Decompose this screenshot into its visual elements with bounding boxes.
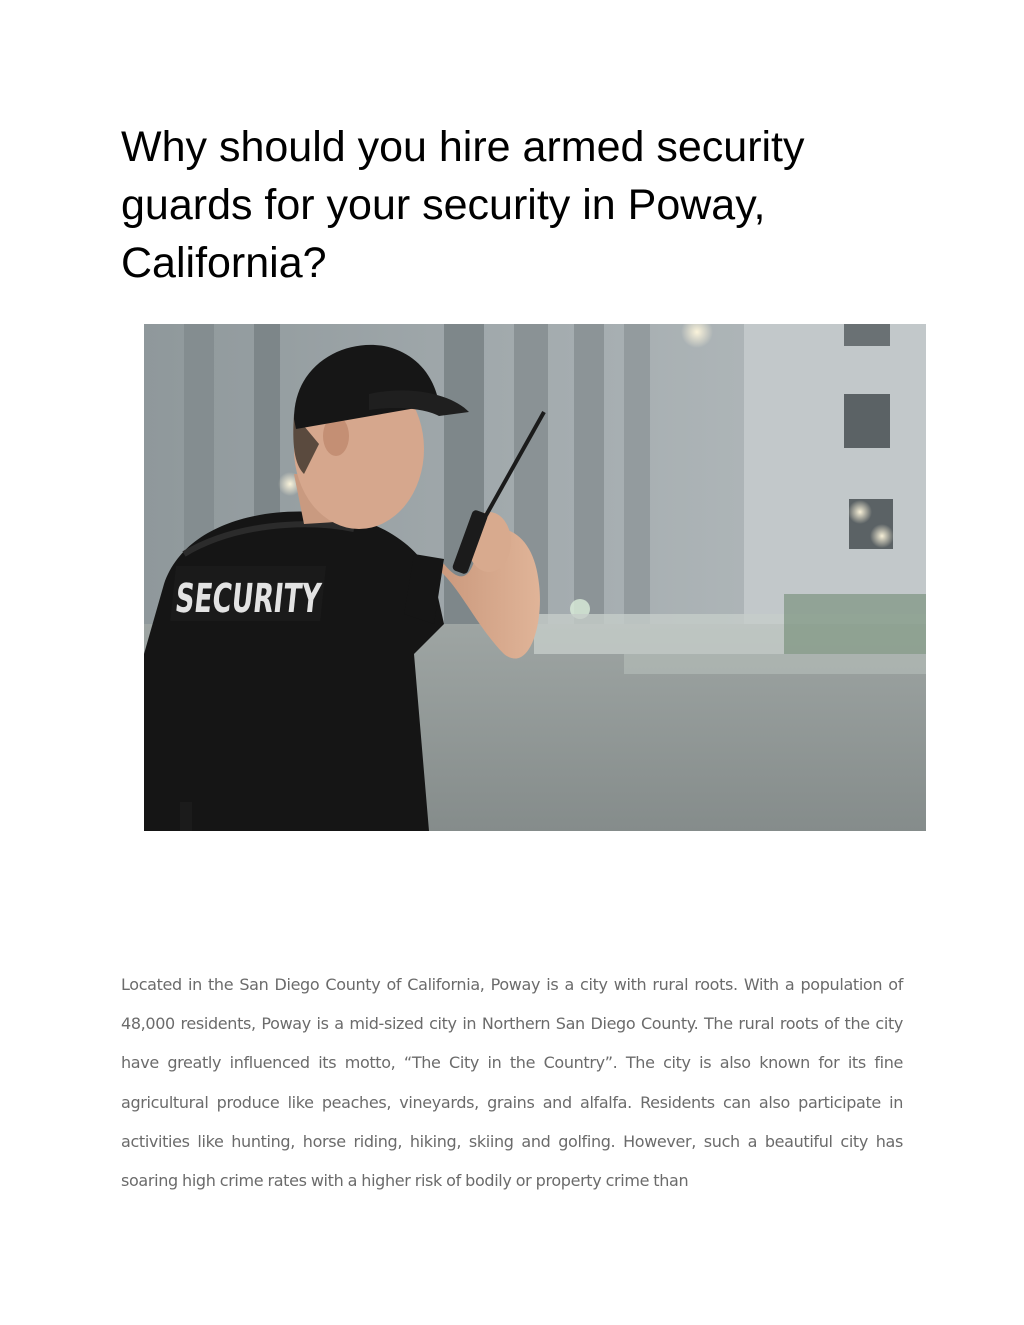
security-guard-illustration [144, 324, 926, 831]
security-guard-photo [144, 324, 926, 831]
shirt-security-text: SECURITY [173, 576, 398, 622]
article-title: Why should you hire armed security guards for your security in Poway, California? [121, 123, 805, 287]
article-paragraph: Located in the San Diego County of California, Poway is a city with rural roots. With a population of 48,000 residents, Poway is a mid-sized city in Northern San Diego County. The rural roots of the city have greatly influenced its motto, “The City in the Country”. The city is also known for its fine agricultural produce like peaches, vineyards, grains and alfalfa. Residents can also participate in activities like hunting, horse riding, hiking, skiing and golfing. However, such a beautiful city has soaring high crime rates with a higher risk of bodily or property crime than [121, 975, 903, 1191]
